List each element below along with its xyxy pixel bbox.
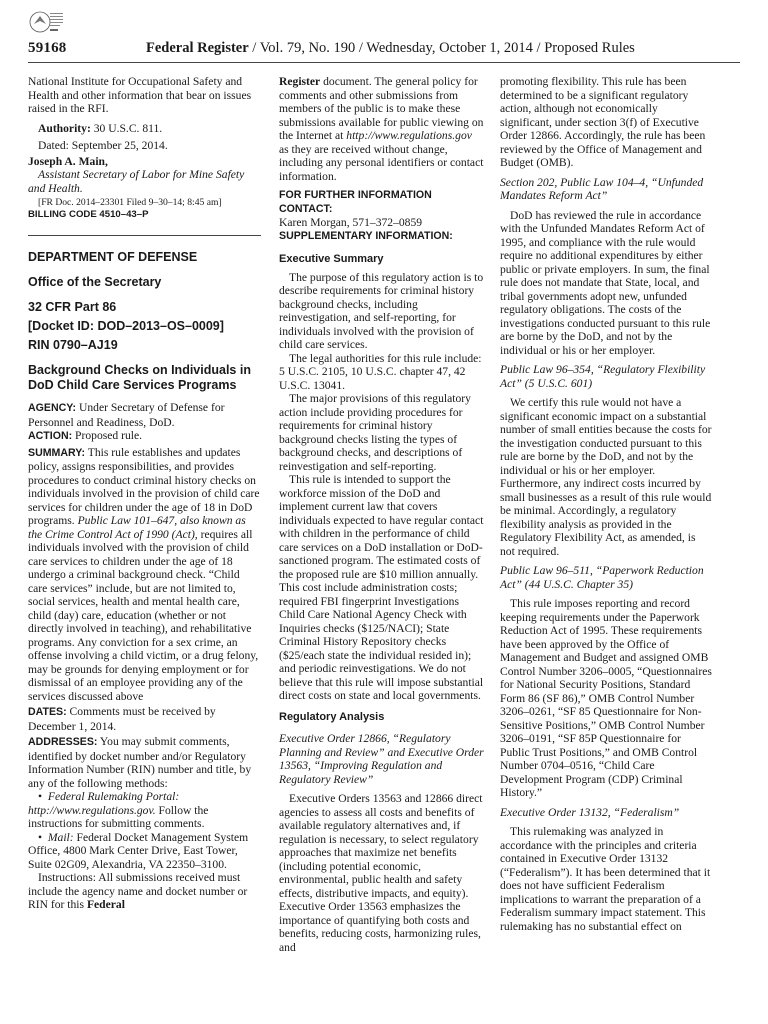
- page-number: 59168: [28, 40, 67, 56]
- section-heading: Regulatory Analysis: [279, 710, 385, 723]
- column-2: [279, 75, 484, 954]
- paragraph: The purpose of this regulatory action is to describe requirements for criminal history background checks, including reinvestigation, and self-reporting, for individuals involved with the provision of child care services.: [279, 270, 484, 351]
- paragraph: National Institute for Occupational Safety and Health and other information that bear on issues raised in the RFI.: [28, 75, 252, 115]
- paragraph: This rule is intended to support the workforce mission of the DoD and implement current law that covers individuals expected to have regular contact with children in the performance of child care services on a DoD installation or DoD-sanctioned program. The estimated costs of the proposed rule are $10 million annually. This cost include administration costs; required FBI fingerprint Investigations Child Care National Agency Check with Inquiries checks ($125/NACI); State Criminal History Repository checks ($25/each state the individual resided in); and periodic reinvestigations. We do not believe that this rule will impose substantial direct costs on state and local governments.: [279, 473, 484, 702]
- rule-title: Background Checks on Individuals in DoD Child Care Services Programs: [28, 363, 251, 392]
- office-name: Office of the Secretary: [28, 275, 162, 289]
- paragraph: We certify this rule would not have a significant economic impact on a substantial number of small entities because the costs for the investigation conducted pursuant to this rule are borne by the DoD, and not by the individual or his or her employer. Furthermore, any indirect costs incurred by small businesses as a result of this rule would be minimal. Accordingly, a regulatory flexibility analysis as provided in the Regulatory Flexibility Act, as amended, is not required.: [500, 396, 712, 558]
- instructions: Instructions: All submissions received must include the agency name and docket number or RIN for this Federal: [28, 871, 248, 911]
- paragraph: Executive Orders 13563 and 12866 direct agencies to assess all costs and benefits of available regulatory alternatives and, if regulation is necessary, to select regulatory approaches that maximize net benefits (including potential economic, environmental, public health and safety effects, distributive impacts, and equity). Executive Order 13563 emphasizes the importance of quantifying both costs and benefits, reducing costs, harmonizing rules, and: [279, 792, 483, 954]
- rin: RIN 0790–AJ19: [28, 338, 118, 352]
- further-info-label: FOR FURTHER INFORMATION CONTACT:: [279, 189, 432, 215]
- subsection-heading: Section 202, Public Law 104–4, “Unfunded Mandates Reform Act”: [500, 175, 704, 202]
- docket-id: [Docket ID: DOD–2013–OS–0009]: [28, 319, 224, 333]
- cfr-part: 32 CFR Part 86: [28, 300, 117, 314]
- signer: Joseph A. Main,: [28, 154, 108, 168]
- gpo-authentication-seal: [28, 8, 64, 40]
- paragraph-continued: Register document. The general policy for comments and other submissions from members of the public is to make these submissions available for public viewing on the Internet at http://www.regulations.gov as they are received without change, including any personal identifiers or contact information.: [279, 75, 484, 183]
- subsection-heading: Executive Order 13132, “Federalism”: [500, 805, 680, 819]
- action-field: ACTION: Proposed rule.: [28, 429, 143, 442]
- signer-title: Assistant Secretary of Labor for Mine Safety and Health.: [28, 168, 245, 195]
- authority: Authority: 30 U.S.C. 811.: [38, 121, 163, 135]
- billing-code: BILLING CODE 4510–43–P: [28, 209, 149, 220]
- further-info-contact: Karen Morgan, 571–372–0859: [279, 216, 423, 229]
- section-heading: Executive Summary: [279, 253, 384, 265]
- header-rule: [28, 62, 740, 63]
- paragraph: The major provisions of this regulatory action include providing procedures for requirements for criminal history background checks listing the types of background checks, and descriptions of reinvestigation and self-reporting.: [279, 392, 471, 473]
- bullet-portal: • Federal Rulemaking Portal: http://www.regulations.gov. Follow the instructions for submitting comments.: [28, 790, 209, 830]
- subsection-heading: Public Law 96–354, “Regulatory Flexibility Act” (5 U.S.C. 601): [500, 363, 706, 390]
- column-1: [28, 75, 261, 912]
- paragraph: The legal authorities for this rule include: 5 U.S.C. 2105, 10 U.S.C. chapter 47, 42 U.S.C. 13041.: [279, 351, 482, 392]
- addresses: ADDRESSES: You may submit comments, identified by docket number and/or Regulatory Information Number (RIN) number and title, by any of the following methods:: [28, 735, 252, 790]
- subsection-heading: Executive Order 12866, “Regulatory Planning and Review” and Executive Order 13563, “Improving Regulation and Regulatory Review”: [279, 732, 484, 786]
- summary: SUMMARY: This rule establishes and updates policy, assigns responsibilities, and provides procedures to conduct criminal history checks on individuals involved in the provision of child care services for children under the age of 18 in DoD programs. Public Law 101–647, also known as the Crime Control Act of 1990 (Act), requires all individuals involved with the provision of child care services to children under the age of 18 undergo a criminal background check. “Child care services” include, but are not limited to, social services, health and mental health care, child (day) care, education (whether or not directly involved in teaching), and rehabilitative programs. Any conviction for a sex crime, an offense involving a child victim, or a drug felony, may be grounds for denying employment or for dismissal of an employee providing any of the services discussed above: [28, 445, 260, 703]
- paragraph: This rule imposes reporting and record keeping requirements under the Paperwork Reduction Act of 1995. These requirements have been approved by the Office of Management and Budget and assigned OMB Control Number 3206–0005, “Questionnaires for National Security Positions, Standard Form 86 (SF 86),” OMB Control Number 3206–0261, “SF 85 Questionnaire for Non-Sensitive Positions,” OMB Control Number 3206–0191, “SF 85P Questionnaire for Public Trust Positions,” and OMB Control Number 0704–0516, “Child Care Development Program (CDP) Criminal History.”: [500, 597, 712, 799]
- running-head: [146, 40, 635, 57]
- paragraph: DoD has reviewed the rule in accordance with the Unfunded Mandates Reform Act of 1995, and compliance with the rule would require no additional expenditures by either public or private employers. In sum, the final rule does not mandate that State, local, and tribal governments adopt new, unfunded regulatory obligations. The costs of the investigations conducted pursuant to this rule are borne by the DoD, and not by the individual or his or her employer.: [500, 208, 711, 357]
- dated: Dated: September 25, 2014.: [38, 139, 168, 152]
- column-3: [500, 75, 712, 933]
- journal-name: Federal Register: [146, 40, 249, 56]
- fr-doc-line: [FR Doc. 2014–23301 Filed 9–30–14; 8:45 am]: [38, 197, 222, 208]
- agency-field: AGENCY: Under Secretary of Defense for Personnel and Readiness, DoD.: [28, 401, 225, 429]
- supplementary-label: SUPPLEMENTARY INFORMATION:: [279, 229, 453, 242]
- paragraph: This rulemaking was analyzed in accordance with the principles and criteria contained in Executive Order 13132 (“Federalism”). It has been determined that it does not have sufficient Federalism implications to warrant the preparation of a Federalism summary impact statement. This rulemaking has no substantial effect on: [500, 825, 711, 933]
- dates: DATES: Comments must be received by December 1, 2014.: [28, 705, 216, 733]
- subsection-heading: Public Law 96–511, “Paperwork Reduction Act” (44 U.S.C. Chapter 35): [500, 564, 704, 591]
- section-rule: [28, 235, 261, 236]
- issue-info: / Vol. 79, No. 190 / Wednesday, October 1, 2014 / Proposed Rules: [248, 40, 635, 56]
- bullet-mail: • Mail: Federal Docket Management System Office, 4800 Mark Center Drive, East Tower, Suite 02G09, Alexandria, VA 22350–3100.: [28, 830, 249, 871]
- paragraph-continued: promoting flexibility. This rule has been determined to be a significant regulatory action, although not economically significant, under section 3(f) of Executive Order 12866. Accordingly, the rule has been reviewed by the Office of Management and Budget (OMB).: [500, 75, 706, 169]
- department-name: DEPARTMENT OF DEFENSE: [28, 250, 198, 264]
